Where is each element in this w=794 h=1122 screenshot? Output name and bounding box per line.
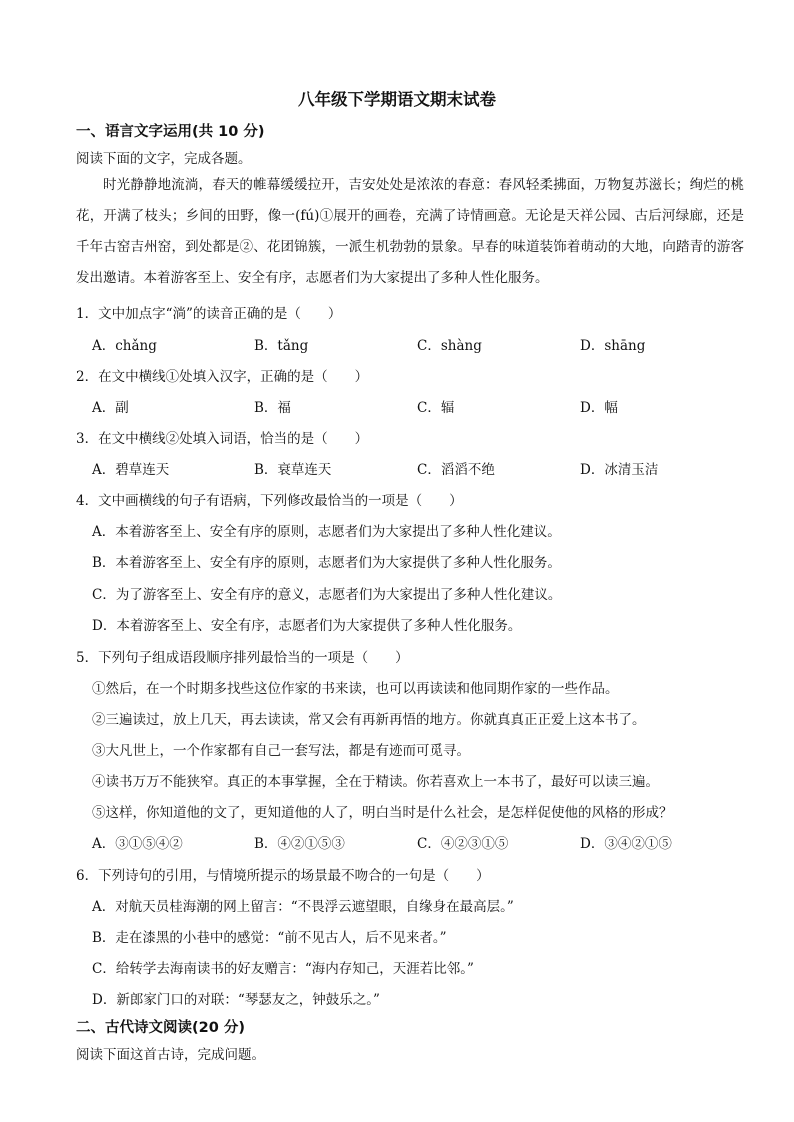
option-b[interactable]: B．福 [254, 400, 291, 416]
option-d[interactable]: D．新郎家门口的对联：“琴瑟友之，钟鼓乐之。” [92, 992, 380, 1008]
option-d[interactable]: D．shāng [580, 338, 646, 354]
question-1-stem: 1．文中加点字“淌”的读音正确的是（ ） [76, 306, 342, 322]
option-a[interactable]: A．碧草连天 [92, 462, 170, 478]
option-c[interactable]: C．辐 [417, 400, 455, 416]
question-2-stem: 2．在文中横线①处填入汉字，正确的是（ ） [76, 369, 369, 385]
section2-instruction: 阅读下面这首古诗，完成问题。 [76, 1047, 265, 1063]
option-d[interactable]: D．本着游客至上、安全有序，志愿者们为大家提供了多种人性化服务。 [92, 618, 522, 634]
option-c[interactable]: C．为了游客至上、安全有序的意义，志愿者们为大家提出了多种人性化建议。 [92, 587, 562, 603]
question-1-options [92, 334, 752, 354]
option-c[interactable]: C．④②③①⑤ [417, 836, 509, 852]
section2-heading: 二、古代诗文阅读(20 分) [76, 1020, 245, 1036]
sentence-4: ④读书万万不能狭窄。真正的本事掌握，全在于精读。你若喜欢上一本书了，最好可以读三遍。 [92, 774, 659, 790]
option-a[interactable]: A．对航天员桂海潮的网上留言：“不畏浮云遮望眼，自缘身在最高层。” [92, 899, 514, 915]
option-a[interactable]: A．副 [92, 400, 129, 416]
option-a[interactable]: A．本着游客至上、安全有序的原则，志愿者们为大家提出了多种人性化建议。 [92, 524, 561, 540]
option-b[interactable]: B．衰草连天 [254, 462, 332, 478]
option-b[interactable]: B．走在漆黑的小巷中的感觉：“前不见古人，后不见来者。” [92, 930, 447, 946]
option-c[interactable]: C．给转学去海南读书的好友赠言：“海内存知己，天涯若比邻。” [92, 961, 474, 977]
question-3-options [92, 458, 752, 478]
section1-heading: 一、语言文字运用(共 10 分) [76, 124, 265, 140]
sentence-1: ①然后，在一个时期多找些这位作家的书来读，也可以再读读和他同期作家的一些作品。 [92, 681, 619, 697]
sentence-3: ③大凡世上，一个作家都有自己一套写法，都是有迹而可觅寻。 [92, 743, 470, 759]
question-4-stem: 4．文中画横线的句子有语病，下列修改最恰当的一项是（ ） [76, 493, 463, 509]
page-title: 八年级下学期语文期末试卷 [298, 90, 496, 109]
option-d[interactable]: D．③④②①⑤ [580, 836, 672, 852]
option-a[interactable]: A．③①⑤④② [92, 836, 183, 852]
option-b[interactable]: B．本着游客至上、安全有序的原则，志愿者们为大家提供了多种人性化服务。 [92, 555, 561, 571]
option-d[interactable]: D．冰清玉洁 [580, 462, 659, 478]
option-d[interactable]: D．幅 [580, 400, 618, 416]
question-2-options [92, 396, 752, 416]
sentence-5: ⑤这样，你知道他的文了，更知道他的人了，明白当时是什么社会，是怎样促使他的风格的形成？ [92, 805, 673, 821]
option-c[interactable]: C．滔滔不绝 [417, 462, 495, 478]
question-6-stem: 6．下列诗句的引用，与情境所提示的场景最不吻合的一句是（ ） [76, 868, 490, 884]
option-b[interactable]: B．tǎng [254, 338, 309, 354]
option-c[interactable]: C．shàng [417, 338, 482, 354]
reading-passage: 时光静静地流淌，春天的帷幕缓缓拉开，吉安处处是浓浓的春意：春风轻柔拂面，万物复苏滋长；绚烂的桃花，开满了枝头；乡间的田野，像一(fú)①展开的画卷，充满了诗情画意。无论是天祥公园、古后河绿廊，还是千年古窑吉州窑，到处都是②、花团锦簇，一派生机勃勃的景象。早春的味道装饰着萌动的大地，向踏青的游客发出邀请。本着游客至上、安全有序，志愿者们为大家提出了多种人性化服务。 [76, 177, 744, 286]
question-3-stem: 3．在文中横线②处填入词语，恰当的是（ ） [76, 431, 369, 447]
question-5-stem: 5．下列句子组成语段顺序排列最恰当的一项是（ ） [76, 650, 409, 666]
question-5-options [92, 832, 752, 852]
option-a[interactable]: A．chǎng [92, 338, 157, 354]
option-b[interactable]: B．④②①⑤③ [254, 836, 345, 852]
section1-instruction: 阅读下面的文字，完成各题。 [76, 151, 252, 167]
sentence-2: ②三遍读过，放上几天，再去读读，常又会有再新再悟的地方。你就真真正正爱上这本书了。 [92, 712, 646, 728]
